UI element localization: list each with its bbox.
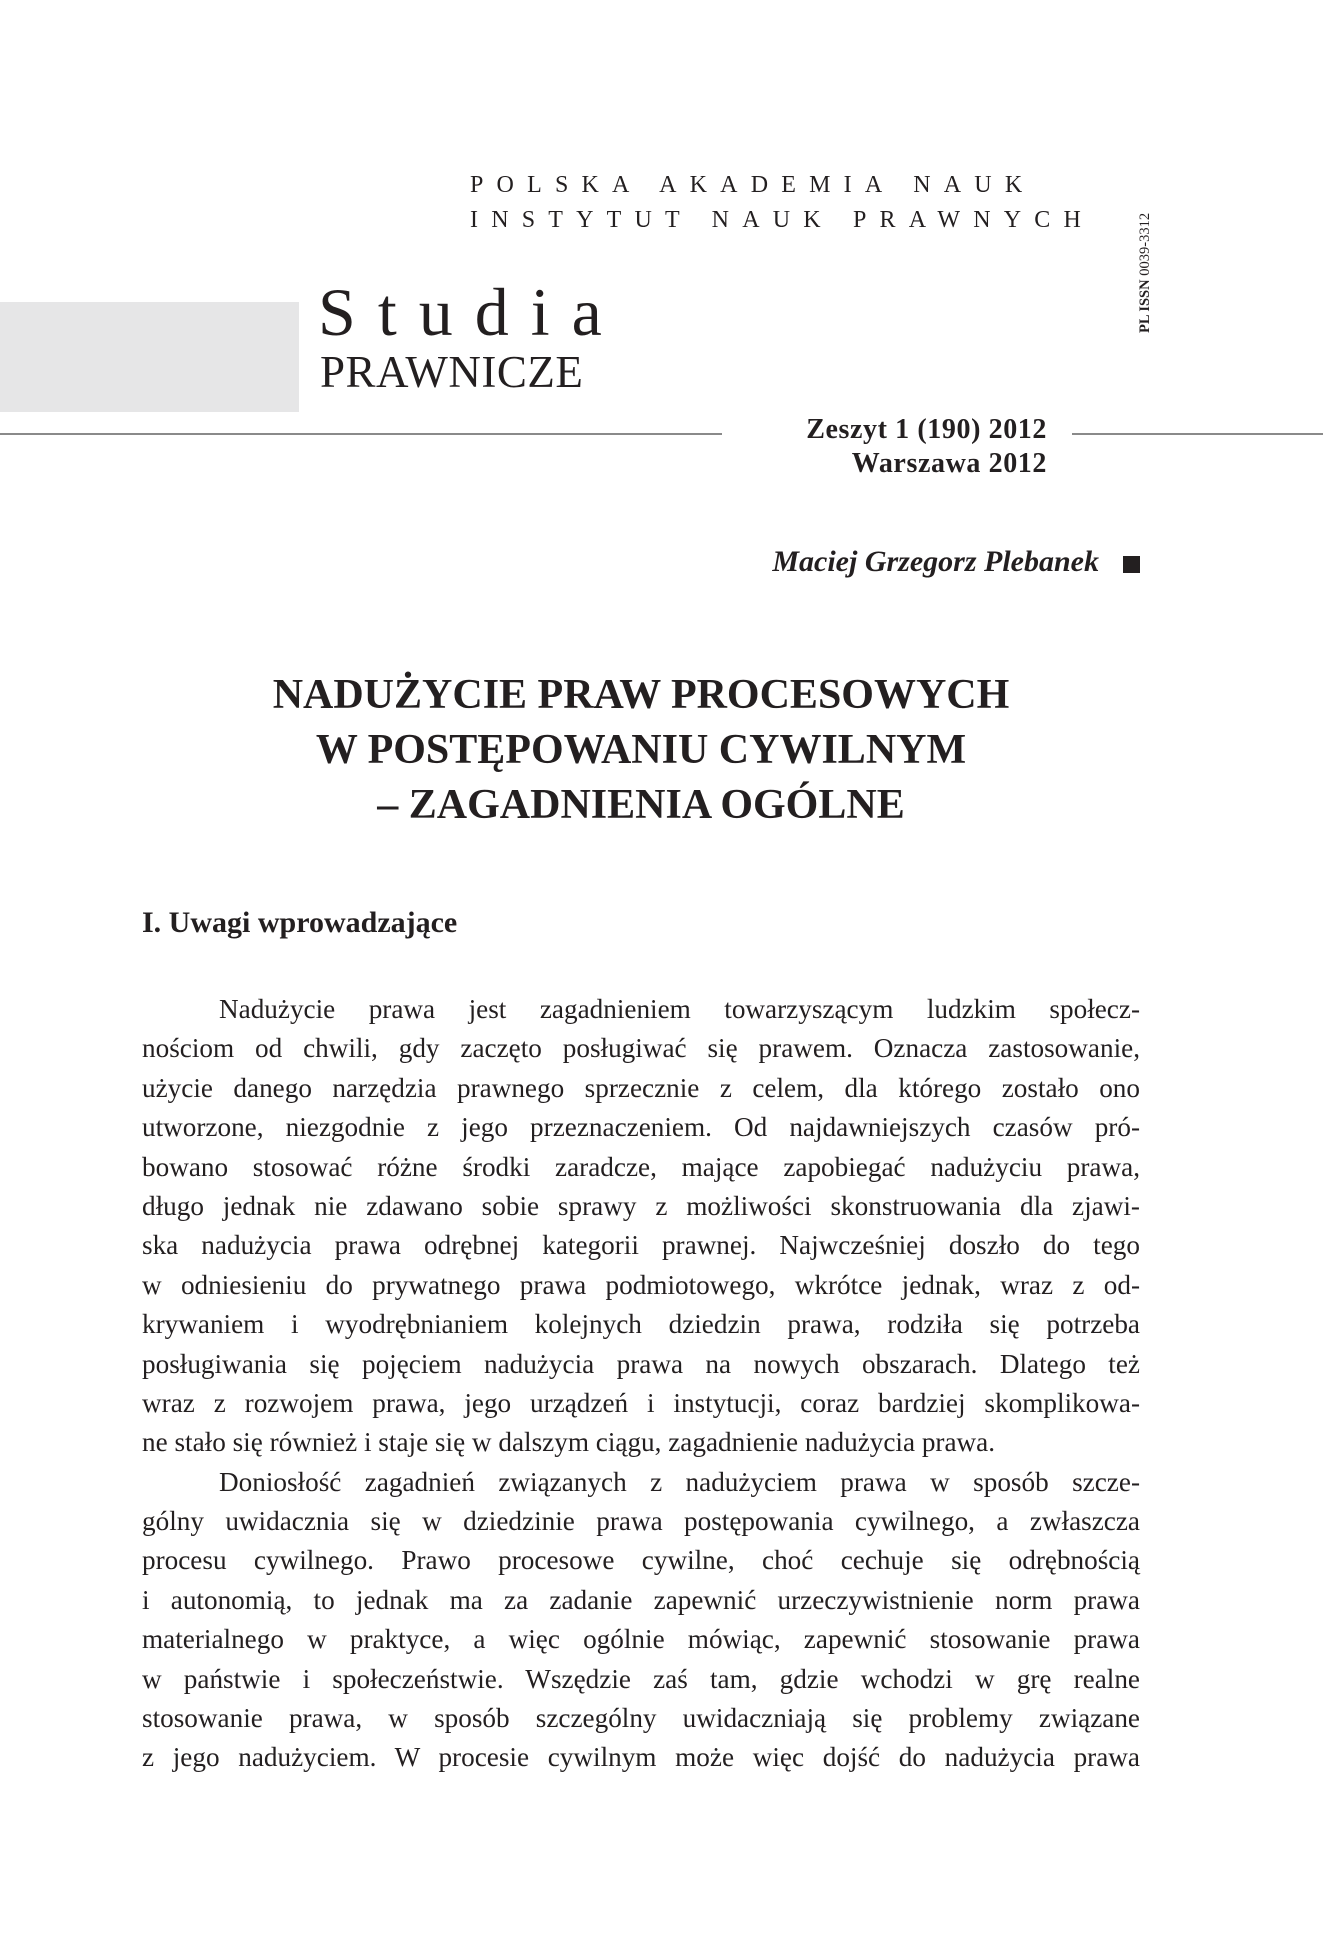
body-line: w odniesieniu do prywatnego prawa podmiotowego, wkrótce jednak, wraz z od- — [142, 1269, 1140, 1300]
issue-info — [806, 413, 1047, 481]
body-line: procesu cywilnego. Prawo procesowe cywilne, choć cechuje się odrębnością — [142, 1545, 1140, 1576]
article-title — [142, 668, 1140, 833]
journal-title: Studia — [318, 274, 624, 350]
title-line: NADUŻYCIE PRAW PROCESOWYCH — [272, 672, 1010, 718]
body-line: ska nadużycia prawa odrębnej kategorii prawnej. Najwcześniej doszło do tego — [142, 1230, 1140, 1261]
issue-number: Zeszyt 1 (190) 2012 — [806, 414, 1047, 445]
body-line: gólny uwidacznia się w dziedzinie prawa postępowania cywilnego, a zwłaszcza — [142, 1506, 1140, 1537]
body-line: stosowanie prawa, w sposób szczególny uwidaczniają się problemy związane — [142, 1703, 1140, 1734]
organization-line-2: INSTYTUT NAUK PRAWNYCH — [470, 207, 1095, 233]
organization-line-1: POLSKA AKADEMIA NAUK — [470, 172, 1036, 198]
issn-prefix: PL ISSN — [1137, 279, 1153, 333]
body-line: z jego nadużyciem. W procesie cywilnym może więc dojść do nadużycia prawa — [142, 1742, 1140, 1773]
issue-place-year: Warszawa 2012 — [851, 448, 1047, 479]
body-line: ne stało się również i staje się w dalszym ciągu, zagadnienie nadużycia prawa. — [142, 1427, 996, 1458]
author-name: Maciej Grzegorz Plebanek — [772, 545, 1099, 578]
masthead-rule-left — [0, 433, 722, 435]
body-line: Nadużycie prawa jest zagadnieniem towarzyszącym ludzkim społecz- — [219, 994, 1140, 1024]
title-line: W POSTĘPOWANIU CYWILNYM — [315, 727, 967, 773]
body-line: materialnego w praktyce, a więc ogólnie mówiąc, zapewnić stosowanie prawa — [142, 1624, 1140, 1655]
title-line: – ZAGADNIENIA OGÓLNE — [377, 782, 905, 828]
masthead-gray-box — [0, 302, 299, 412]
body-line: bowano stosować różne środki zaradcze, mające zapobiegać nadużyciu prawa, — [142, 1151, 1140, 1182]
journal-subtitle: PRAWNICZE — [320, 347, 584, 397]
issn-number: 0039-3312 — [1137, 212, 1153, 276]
article-body — [142, 990, 1140, 1778]
body-line: krywaniem i wyodrębnianiem kolejnych dziedzin prawa, rodziła się potrzeba — [142, 1309, 1140, 1340]
body-line: posługiwania się pojęciem nadużycia prawa na nowych obszarach. Dlatego też — [142, 1348, 1140, 1379]
body-line: w państwie i społeczeństwie. Wszędzie zaś tam, gdzie wchodzi w grę realne — [142, 1663, 1140, 1694]
body-line: i autonomią, to jednak ma za zadanie zapewnić urzeczywistnienie norm prawa — [142, 1584, 1140, 1615]
body-line: wraz z rozwojem prawa, jego urządzeń i instytucji, coraz bardziej skomplikowa- — [142, 1387, 1140, 1418]
body-line: utworzone, niezgodnie z jego przeznaczeniem. Od najdawniejszych czasów pró- — [142, 1112, 1140, 1143]
body-line: Doniosłość zagadnień związanych z nadużyciem prawa w sposób szcze- — [219, 1466, 1140, 1497]
body-line: długo jednak nie zdawano sobie sprawy z możliwości skonstruowania dla zjawi- — [142, 1190, 1140, 1221]
section-heading: I. Uwagi wprowadzające — [142, 906, 458, 939]
author-square-marker — [1123, 556, 1140, 573]
body-line: nościom od chwili, gdy zaczęto posługiwać się prawem. Oznacza zastosowanie, — [142, 1033, 1140, 1064]
masthead-rule-right — [1072, 433, 1323, 435]
body-line: użycie danego narzędzia prawnego sprzecznie z celem, dla którego zostało ono — [142, 1072, 1140, 1103]
issn-vertical-label — [1137, 188, 1161, 333]
